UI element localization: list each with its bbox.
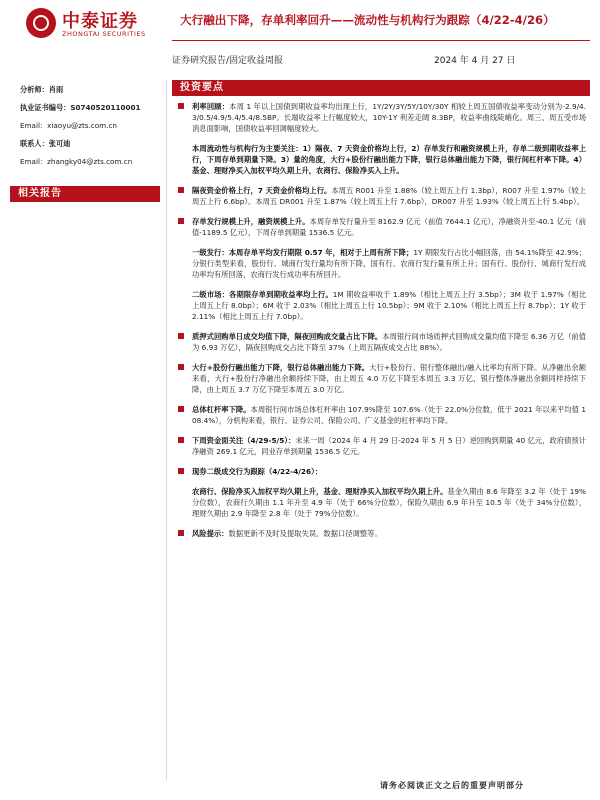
report-title: 大行融出下降，存单利率回升——流动性与机构行为跟踪（4/22-4/26） [180,13,555,27]
bullet-icon [178,468,184,474]
title-divider [172,40,590,41]
key-point-paragraph [172,435,586,457]
bullet-icon [178,530,184,536]
footer-disclaimer: 请务必阅读正文之后的重要声明部分 [380,781,524,790]
key-point-text: 大行+股份行、银行整体融出/融入比率均有所下降。从净融出余额来看，大行+股份行净融出余额持续下降，由上周五 4.0 万亿下降至本周五 3.3 万亿，银行整体净融出余额同样持续下降，由上周五 3.7 万亿下降至本周五 3.0 万亿。 [192,363,586,394]
key-point-paragraph [172,404,586,426]
key-point-heading: 利率回顾： [192,102,230,111]
bullet-icon [178,187,184,193]
license-row: 执业证书编号：S0740520110001 [20,103,141,112]
key-point-paragraph [172,216,586,238]
bullet-icon [178,103,184,109]
key-point-text: 1Y 期限发行占比小幅回落，由 54.1%降至 42.9%；分银行类型来看，股份行、城商行发行量均有所下降，国有行、农商行发行量有所上升；国有行、股份行、城商行发行成功率均有所回落，农商行发行成功率有所回升。 [192,248,586,279]
key-point-paragraph [172,289,586,322]
analyst-row: 分析师：肖雨 [20,85,64,94]
report-date: 2024 年 4 月 27 日 [434,56,516,66]
key-point-text: 本周银行间市场质押式回购成交量均值下降至 6.36 万亿（前值为 6.93 万亿），隔夜回购成交占比下降至 37%（上周五隔夜成交占比 88%）。 [192,332,586,352]
bullet-icon [178,406,184,412]
key-point-text: 本周 1 年以上国债到期收益率均出现上行，1Y/2Y/3Y/5Y/10Y/30Y 相较上周五国债收益率变动分别为-2.9/4.3/0.5/4.9/5.4/5.4/8.5BP。长端收益率上行幅度较大，10Y-1Y 利差走阔 8.3BP，收益率曲线陡峭化。周三、周五受市场消息面影响，国债收益率回调幅度较大。 [192,102,587,133]
key-point-heading: 总体杠杆率下降。 [192,405,251,414]
key-point-text: 本周银行间市场总体杠杆率由 107.9%降至 107.6%（处于 22.0%分位数，低于 2021 年以来平均值 108.4%），分机构来看，银行、证券公司、保险公司、广义基金的杠杆率均下降。 [192,405,586,425]
key-point-text: 1M 期收益率收于 1.89%（相比上周五上行 3.5bp）；3M 收于 1.97%（相比上周五上行 8.0bp）；6M 收于 2.03%（相比上周五上行 10.5bp）；9M 收于 2.10%（相比上周五上行 8.7bp）；1Y 收于 2.11%（相比上周五上行 7.0bp）。 [192,290,586,321]
contact-row: 联系人：张可迪 [20,139,71,148]
key-point-heading: 下周资金面关注（4/29-5/5）： [192,436,296,445]
key-point-heading: 现券二级成交行为跟踪（4/22-4/26）： [192,467,323,476]
key-point-paragraph [172,247,586,280]
analyst-email-row: Email：xiaoyu@zts.com.cn [20,121,117,130]
key-point-heading: 大行+股份行融出能力下降，银行总体融出能力下降。 [192,363,370,372]
logo-icon [26,8,56,38]
key-point-text: 本周五 R001 升至 1.88%（较上周五上行 1.3bp），R007 升至 1.97%（较上周五上行 6.6bp）。本周五 DR001 升至 1.87%（较上周五上行 7.6bp），DR007 升至 1.93%（较上周五上行 5.4bp）。 [192,186,586,206]
key-point-heading: 隔夜资金价格上行，7 天资金价格均上行。 [192,186,332,195]
key-point-paragraph [172,143,586,176]
key-point-paragraph [172,331,586,353]
key-points-body [172,101,586,548]
key-point-heading: 存单发行规模上升，融资规模上升。 [192,217,310,226]
company-logo [26,6,166,42]
key-point-paragraph [172,528,586,539]
bullet-icon [178,333,184,339]
key-point-heading: 质押式回购单日成交均值下降，隔夜回购成交量占比下降。 [192,332,383,341]
bullet-icon [178,364,184,370]
key-point-paragraph [172,185,586,207]
key-point-paragraph [172,486,586,519]
key-point-text: 基金久期由 8.6 年降至 3.2 年（处于 19%分位数），农商行久期由 1.1 年升至 4.9 年（处于 66%分位数），保险久期由 6.9 年升至 10.5 年（处于 34%分位数），理财久期由 2.9 年降至 2.8 年（处于 79%分位数）。 [192,487,586,518]
logo-name-en: ZHONGTAI SECURITIES [62,30,146,38]
key-point-heading: 二级市场：各期限存单到期收益率均上行。 [192,290,333,299]
key-point-heading: 一级发行：本周存单平均发行期限 0.57 年，相对于上周有所下降； [192,248,414,257]
analyst-email[interactable]: xiaoyu@zts.com.cn [47,121,117,130]
key-points-header: 投资要点 [172,80,590,96]
contact-email[interactable]: zhangky04@zts.com.cn [47,157,133,166]
key-point-heading: 风险提示： [192,529,229,538]
key-point-text: 数据更新不及时及提取失误、数据口径调整等。 [228,529,382,538]
key-point-text: 未来一周（2024 年 4 月 29 日-2024 年 5 月 5 日）逆回购到期量 40 亿元，政府债预计净融资 269.1 亿元，同业存单到期量 1536.5 亿元。 [192,436,586,456]
key-point-text: 本周存单发行量升至 8162.9 亿元（前值 7644.1 亿元），净融资升至-40.1 亿元（前值-1189.5 亿元），下周存单到期量 1536.5 亿元。 [192,217,586,237]
key-point-paragraph [172,466,586,477]
column-divider [166,80,167,780]
bullet-icon [178,218,184,224]
contact-email-row: Email：zhangky04@zts.com.cn [20,157,133,166]
bullet-icon [178,437,184,443]
key-point-heading: 农商行、保险净买入加权平均久期上升，基金、理财净买入加权平均久期上升。 [192,487,448,496]
key-point-paragraph [172,101,586,134]
related-reports-header: 相关报告 [10,186,160,202]
key-point-paragraph [172,362,586,395]
analyst-info [20,84,160,174]
logo-name-cn: 中泰证券 [62,11,138,32]
report-category: 证券研究报告/固定收益周报 [172,56,284,66]
key-point-heading: 本周流动性与机构行为主要关注：1）隔夜、7 天资金价格均上行，2）存单发行和融资规模上升，存单二级到期收益率上行，下周存单到期量下降。3）量的角度，大行+股份行融出能力下降，银行总体融出能力下降，银行间杠杆率下降。4）基金、理财净买入加权平均久期上升，农商行、保险净买入上升。 [192,144,586,175]
